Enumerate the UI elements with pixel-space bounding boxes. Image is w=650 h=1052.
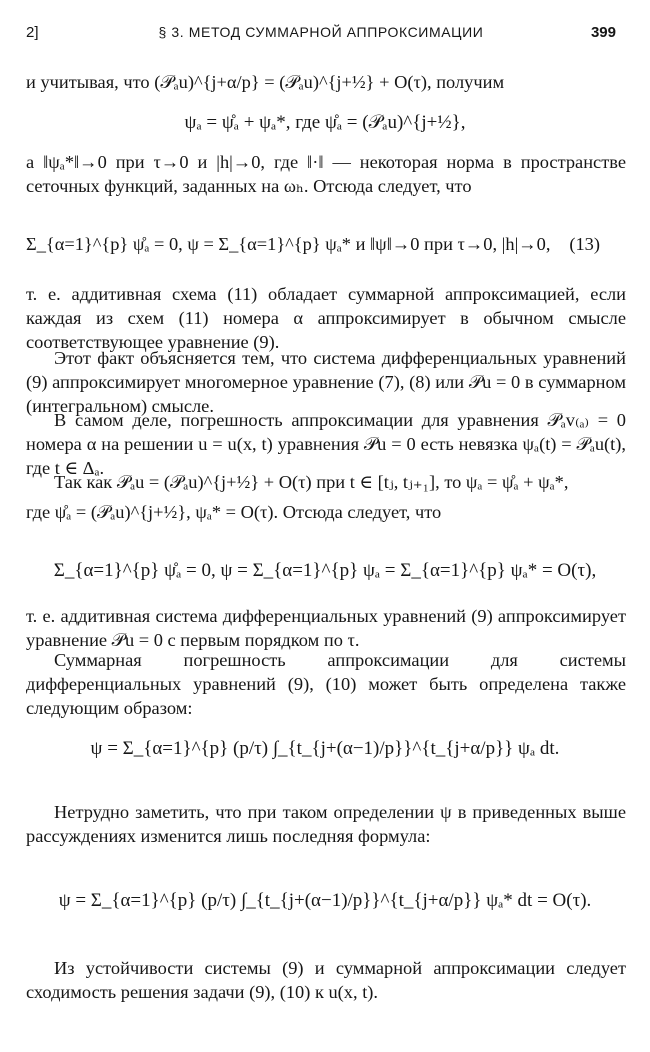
formula-13-body: Σ_{α=1}^{p} ψ̊ₐ = 0, ψ = Σ_{α=1}^{p} ψₐ* и ‖ψ‖→0 при τ→0, |h|→0, — [26, 234, 551, 254]
formula-13 — [26, 234, 626, 255]
equation-number-13: (13) — [569, 234, 600, 254]
paragraph-convergence: Из устойчивости системы (9) и суммарной аппроксимации следует сходимость решения задачи (9), (10) к u(x, t). — [26, 958, 626, 1003]
paragraph-fact: Этот факт объясняется тем, что система дифференциальных уравнений (9) аппроксимирует многомерное уравнение (7), (8) или 𝒫u = 0 в суммарном (интегральном) смысле. — [26, 348, 626, 417]
paragraph-norm: а ‖ψₐ*‖→0 при τ→0 и |h|→0, где ‖·‖ — некоторая норма в пространстве сеточных функций, заданных на ωₕ. Отсюда следует, что — [26, 152, 626, 197]
running-header — [26, 24, 616, 46]
paragraph-since-line1: Так как 𝒫ₐu = (𝒫ₐu)^{j+½} + O(τ) при t ∈ [tⱼ, tⱼ₊₁], то ψₐ = ψ̊ₐ + ψₐ*, — [54, 472, 569, 492]
formula-integral-2: ψ = Σ_{α=1}^{p} (p/τ) ∫_{t_{j+(α−1)/p}}^{t_{j+α/p}} ψₐ* dt = O(τ). — [58, 890, 592, 911]
intro-line-text: и учитывая, что (𝒫ₐu)^{j+α/p} = (𝒫ₐu)^{j+½} + O(τ), получим — [26, 72, 505, 92]
page-number: 399 — [590, 24, 616, 41]
paragraph-additive-scheme: т. е. аддитивная схема (11) обладает суммарной аппроксимацией, если каждая из схем (11) номера α аппроксимирует в обычном смысле соответствующее уравнение (9). — [26, 284, 626, 353]
intro-line — [26, 72, 626, 93]
formula-1: ψₐ = ψ̊ₐ + ψₐ*, где ψ̊ₐ = (𝒫ₐu)^{j+½}, — [184, 112, 466, 133]
chapter-marker: 2] — [26, 24, 39, 41]
paragraph-notice: Нетрудно заметить, что при таком определении ψ в приведенных выше рассуждениях изменится лишь последняя формула: — [26, 802, 626, 847]
paragraph-total-error: Суммарная погрешность аппроксимации для системы дифференциальных уравнений (9), (10) может быть определена также следующим образом: — [26, 650, 626, 719]
paragraph-since-line2: где ψ̊ₐ = (𝒫ₐu)^{j+½}, ψₐ* = O(τ). Отсюда следует, что — [26, 502, 442, 522]
section-title: § 3. МЕТОД СУММАРНОЙ АППРОКСИМАЦИИ — [158, 24, 484, 40]
formula-integral-1: ψ = Σ_{α=1}^{p} (p/τ) ∫_{t_{j+(α−1)/p}}^{t_{j+α/p}} ψₐ dt. — [90, 738, 560, 759]
paragraph-error: В самом деле, погрешность аппроксимации для уравнения 𝒫ₐv₍ₐ₎ = 0 номера α на решении u = u(x, t) уравнения 𝒫u = 0 есть невязка ψₐ(t) = 𝒫ₐu(t), где t ∈ Δₐ. — [26, 410, 626, 479]
formula-sum-order: Σ_{α=1}^{p} ψ̊ₐ = 0, ψ = Σ_{α=1}^{p} ψₐ = Σ_{α=1}^{p} ψₐ* = O(τ), — [53, 560, 597, 581]
paragraph-first-order: т. е. аддитивная система дифференциальных уравнений (9) аппроксимирует уравнение 𝒫u = 0 с первым порядком по τ. — [26, 606, 626, 651]
